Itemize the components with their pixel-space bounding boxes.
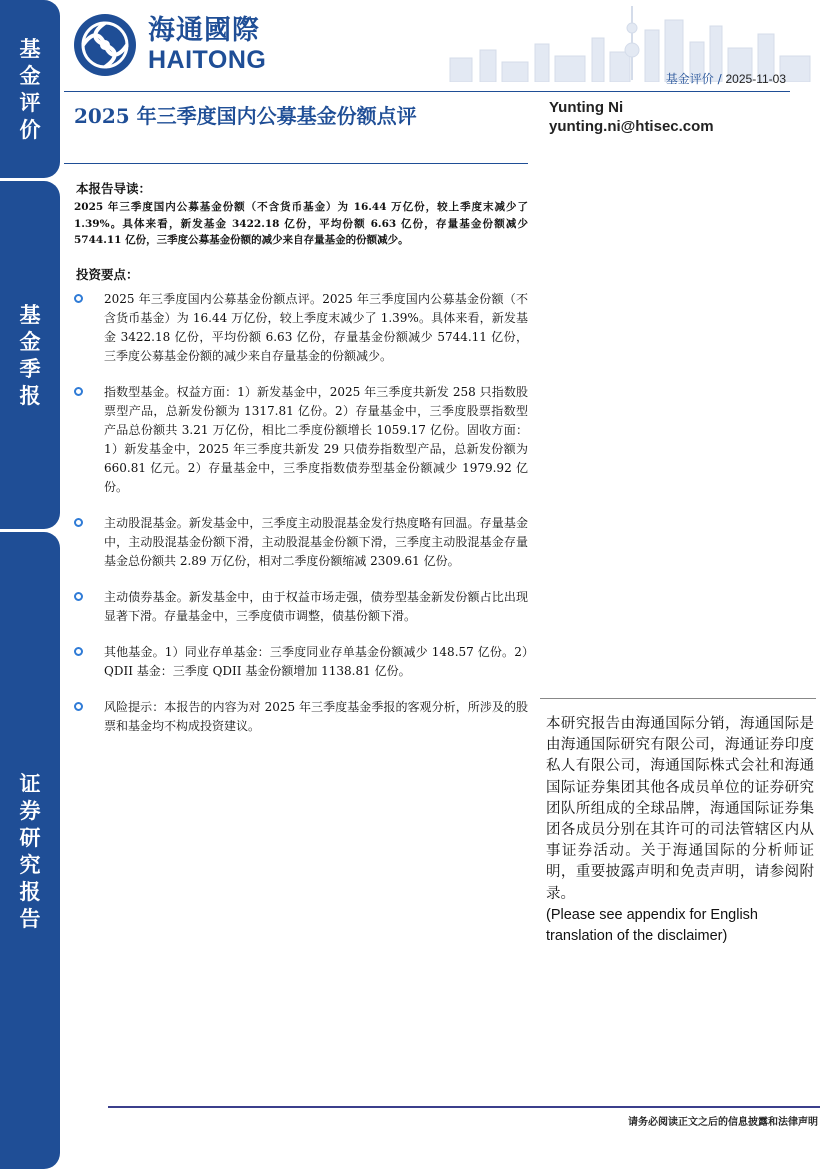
- list-item: [74, 588, 534, 626]
- breadcrumb-category: 基金评价: [665, 72, 714, 86]
- point-text: 2025 年三季度国内公募基金份额点评。2025 年三季度国内公募基金份额（不含货币基金）为 16.44 万亿份，较上季度末减少了 1.39%。具体来看，新发基金 3422.18 亿份，平均份额 6.63 亿份，存量基金份额减少 5744.11 亿份，三季度公募基金份额的减少来自存量基金的份额减少。: [104, 292, 528, 363]
- logo-text-cn: 海通國際: [148, 15, 260, 46]
- disclaimer-text-en: (Please see appendix for English translation of the disclaimer): [546, 906, 758, 945]
- side-tab-fund-quarterly: [0, 181, 60, 529]
- logo-text-en: HAITONG: [148, 46, 267, 74]
- point-text: 风险提示：本报告的内容为对 2025 年三季度基金季报的客观分析，所涉及的股票和基金均不构成投资建议。: [104, 700, 528, 733]
- points-heading: 投资要点：: [76, 267, 139, 282]
- point-text: 主动债券基金。新发基金中，由于权益市场走强，债券型基金新发份额占比出现显著下滑。存量基金中，三季度债市调整，债基份额下滑。: [104, 590, 528, 623]
- footer-divider: [108, 1106, 820, 1108]
- bullet-icon: [74, 387, 83, 396]
- side-tab-securities-research: [0, 532, 60, 1169]
- bullet-icon: [74, 294, 83, 303]
- footer-note: 请务必阅读正文之后的信息披露和法律声明: [628, 1117, 818, 1128]
- disclaimer-text-cn: 本研究报告由海通国际分销，海通国际是由海通国际研究有限公司，海通证券印度私人有限公司，海通国际株式会社和海通国际证券集团其他各成员单位的证券研究团队所组成的全球品牌，海通国际证券集团各成员分别在其许可的司法管辖区内从事证券活动。关于海通国际的分析师证明，重要披露声明和免责声明，请参阅附录。: [546, 716, 814, 902]
- guide-summary: 2025 年三季度国内公募基金份额（不含货币基金）为 16.44 万亿份，较上季度末减少了 1.39%。具体来看，新发基金 3422.18 亿份，平均份额 6.63 亿份，存量基金份额减少 5744.11 亿份，三季度公募基金份额的减少来自存量基金的份额减少。: [74, 201, 528, 246]
- page-title: 2025 年三季度国内公募基金份额点评: [74, 104, 417, 128]
- list-item: [74, 643, 534, 681]
- title-divider: [64, 163, 528, 164]
- point-text: 指数型基金。权益方面：1）新发基金中，2025 年三季度共新发 258 只指数股票型产品，总新发份额为 1317.81 亿份。2）存量基金中，三季度股票指数型产品总份额共 3.21 万亿份，相比二季度份额增长 1059.17 亿份。固收方面：1）新发基金中，2025 年三季度共新发 29 只债券指数型产品，总新发份额为 660.81 亿元。2）存量基金中，三季度指数债券型基金份额减少 1979.92 亿份。: [104, 385, 528, 494]
- list-item: [74, 514, 534, 571]
- bullet-icon: [74, 647, 83, 656]
- side-tab-char: 究: [19, 851, 41, 877]
- breadcrumb: [666, 70, 786, 87]
- disclaimer-divider: [540, 698, 816, 699]
- haitong-logo: [70, 12, 266, 78]
- investment-points-list: [74, 290, 534, 753]
- side-tab-char: 研: [19, 824, 41, 850]
- point-text: 其他基金。1）同业存单基金：三季度同业存单基金份额减少 148.57 亿份。2）QDII 基金：三季度 QDII 基金份额增加 1138.81 亿份。: [104, 645, 528, 678]
- side-tab-fund-rating: [0, 0, 60, 178]
- point-text: 主动股混基金。新发基金中，三季度主动股混基金发行热度略有回温。存量基金中，主动股混基金份额下滑，主动股混基金份额下滑，三季度主动股混基金存量基金总份额共 2.89 万亿份，相对二季度份额缩减 2309.61 亿份。: [104, 516, 528, 568]
- list-item: [74, 698, 534, 736]
- header-divider: [64, 91, 790, 92]
- bullet-icon: [74, 592, 83, 601]
- breadcrumb-separator: /: [717, 72, 722, 86]
- side-tab-char: 基: [19, 302, 41, 327]
- side-tab-char: 金: [19, 63, 41, 88]
- list-item: [74, 290, 534, 366]
- list-item: [74, 383, 534, 497]
- bullet-icon: [74, 702, 83, 711]
- side-tab-char: 金: [19, 329, 41, 354]
- side-tab-char: 告: [19, 905, 41, 931]
- author-name: Yunting Ni: [549, 99, 624, 116]
- side-tab-char: 季: [19, 356, 41, 381]
- haitong-logo-icon: [70, 12, 140, 78]
- disclaimer-block: [546, 714, 814, 947]
- side-tab-char: 报: [19, 383, 41, 408]
- report-date: 2025-11-03: [725, 72, 786, 86]
- guide-heading: 本报告导读：: [76, 181, 152, 196]
- bullet-icon: [74, 518, 83, 527]
- side-tab-char: 报: [19, 878, 41, 904]
- side-tab-char: 基: [19, 36, 41, 61]
- author-block: [549, 98, 714, 136]
- author-email[interactable]: yunting.ni@htisec.com: [549, 118, 714, 135]
- side-tab-char: 券: [19, 797, 41, 823]
- side-tab-char: 价: [19, 117, 41, 142]
- side-tab-char: 证: [19, 770, 41, 796]
- side-tab-char: 评: [19, 90, 41, 115]
